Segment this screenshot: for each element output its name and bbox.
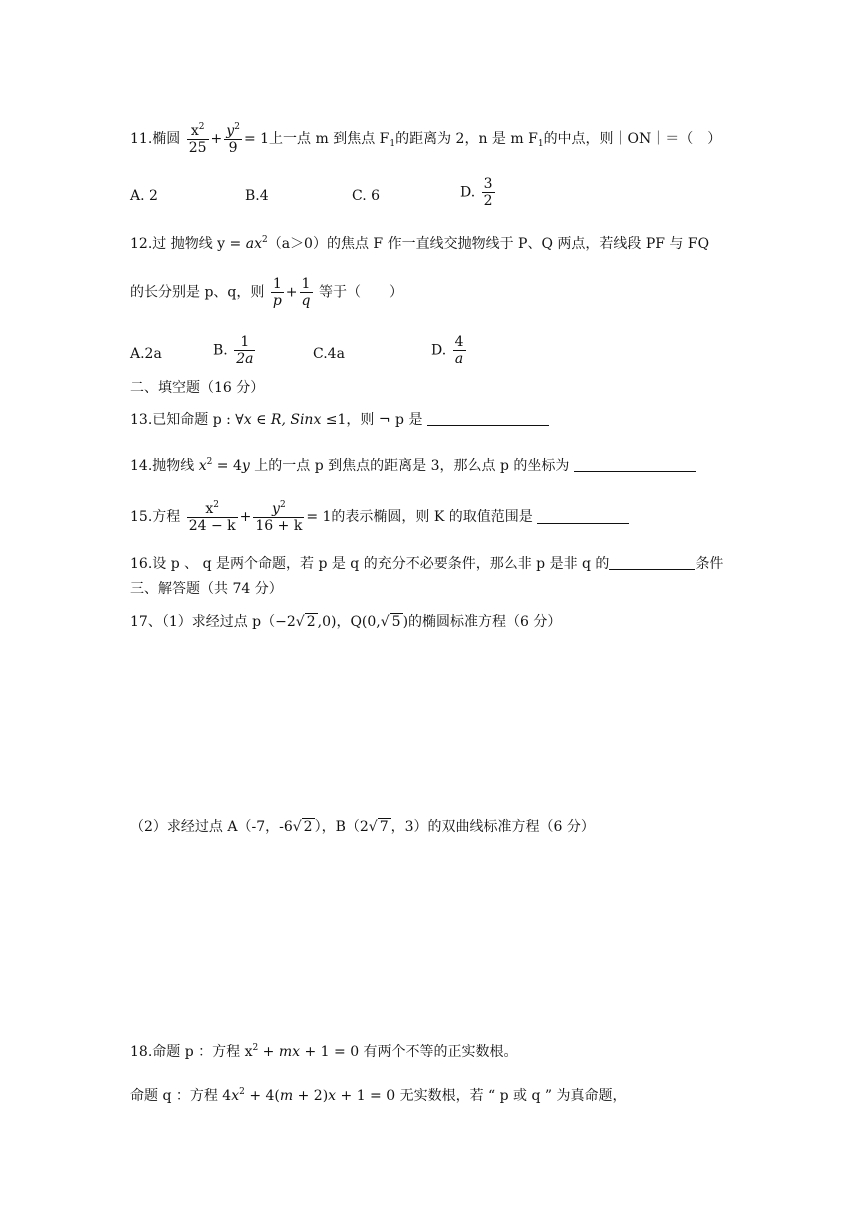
answer-blank[interactable]: [537, 511, 629, 524]
question-12-line1: 12.过 抛物线 $y = ax^2(a>0)$的焦点 F 作一直线交抛物线于 P、Q 两点，若线段 PF 与 FQ: [130, 235, 710, 252]
question-14: 14.抛物线 $x^2 = 4y$ 上的一点 p 到焦点的距离是 3，那么点 p 的坐标为: [130, 458, 696, 473]
answer-blank[interactable]: [574, 459, 696, 472]
question-17-part1: 17、（1）求经过点 p（−2√ 2 ,0)，Q(0,√ 5 )的椭圆标准方程（6 分）: [130, 614, 562, 630]
q12-option-d: D. $\frac{4}{a}$: [431, 334, 464, 368]
q11-option-a: A. 2: [130, 188, 158, 204]
q11-option-d: D. $\frac{3}{2}$: [460, 176, 493, 210]
section-heading-fill-in: 二、填空题（16 分）: [130, 380, 265, 396]
q12-option-a: A.2a: [130, 346, 162, 362]
fraction-x2-over-25: $\frac{x^2}{25}$: [188, 122, 207, 157]
question-18-line2: 命题 q ：方程 $4x^2 + 4(m + 2)x + 1 = 0$ 无实数根，若 “ p 或 q ” 为真命题，: [130, 1087, 627, 1104]
question-15: 15.方程 $\frac{x^2}{24 - k}$ + $\frac{y^2}{16 + k}$ = 1的表示椭圆，则 K 的取值范围是: [130, 500, 629, 534]
question-18-line1: 18.命题 p ：方程 $x^2$ + mx + 1 = 0 有两个不等的正实数根。: [130, 1043, 518, 1060]
answer-blank[interactable]: [427, 413, 549, 426]
q12-option-b: B. $\frac{1}{2a}$: [213, 334, 254, 368]
question-12-line2: 的长分别是 p、q，则 $\frac{1}{p}$ + $\frac{1}{q}$ 等于（ ）: [130, 276, 403, 310]
q11-option-c: C. 6: [352, 188, 381, 204]
answer-blank[interactable]: [609, 557, 695, 570]
fraction-y2-over-9: $\frac{y^2}{9}$: [226, 122, 240, 157]
section-heading-solutions: 三、解答题（共 74 分）: [130, 581, 283, 597]
q12-option-c: C.4a: [313, 346, 345, 362]
question-17-part2: （2）求经过点 A（-7，-6√ 2 ），B（2√ 7 ，3）的双曲线标准方程（6 分）: [130, 819, 595, 835]
question-16: 16.设 p 、 q 是两个命题，若 p 是 q 的充分不必要条件，那么非 p 是非 q 的 条件: [130, 556, 724, 572]
q11-option-b: B.4: [245, 188, 269, 204]
question-11: 11.椭圆 $\frac{x^2}{25}$ + $\frac{y^2}{9}$ = 1上一点 m 到焦点 $F_1$的距离为 2，n 是 m $F_1$的中点，则｜ON｜＝（ ）: [130, 122, 722, 157]
question-13: 13.已知命题 p : ∀x ∈ R, Sinx ≤1，则 ¬ p 是: [130, 413, 549, 427]
